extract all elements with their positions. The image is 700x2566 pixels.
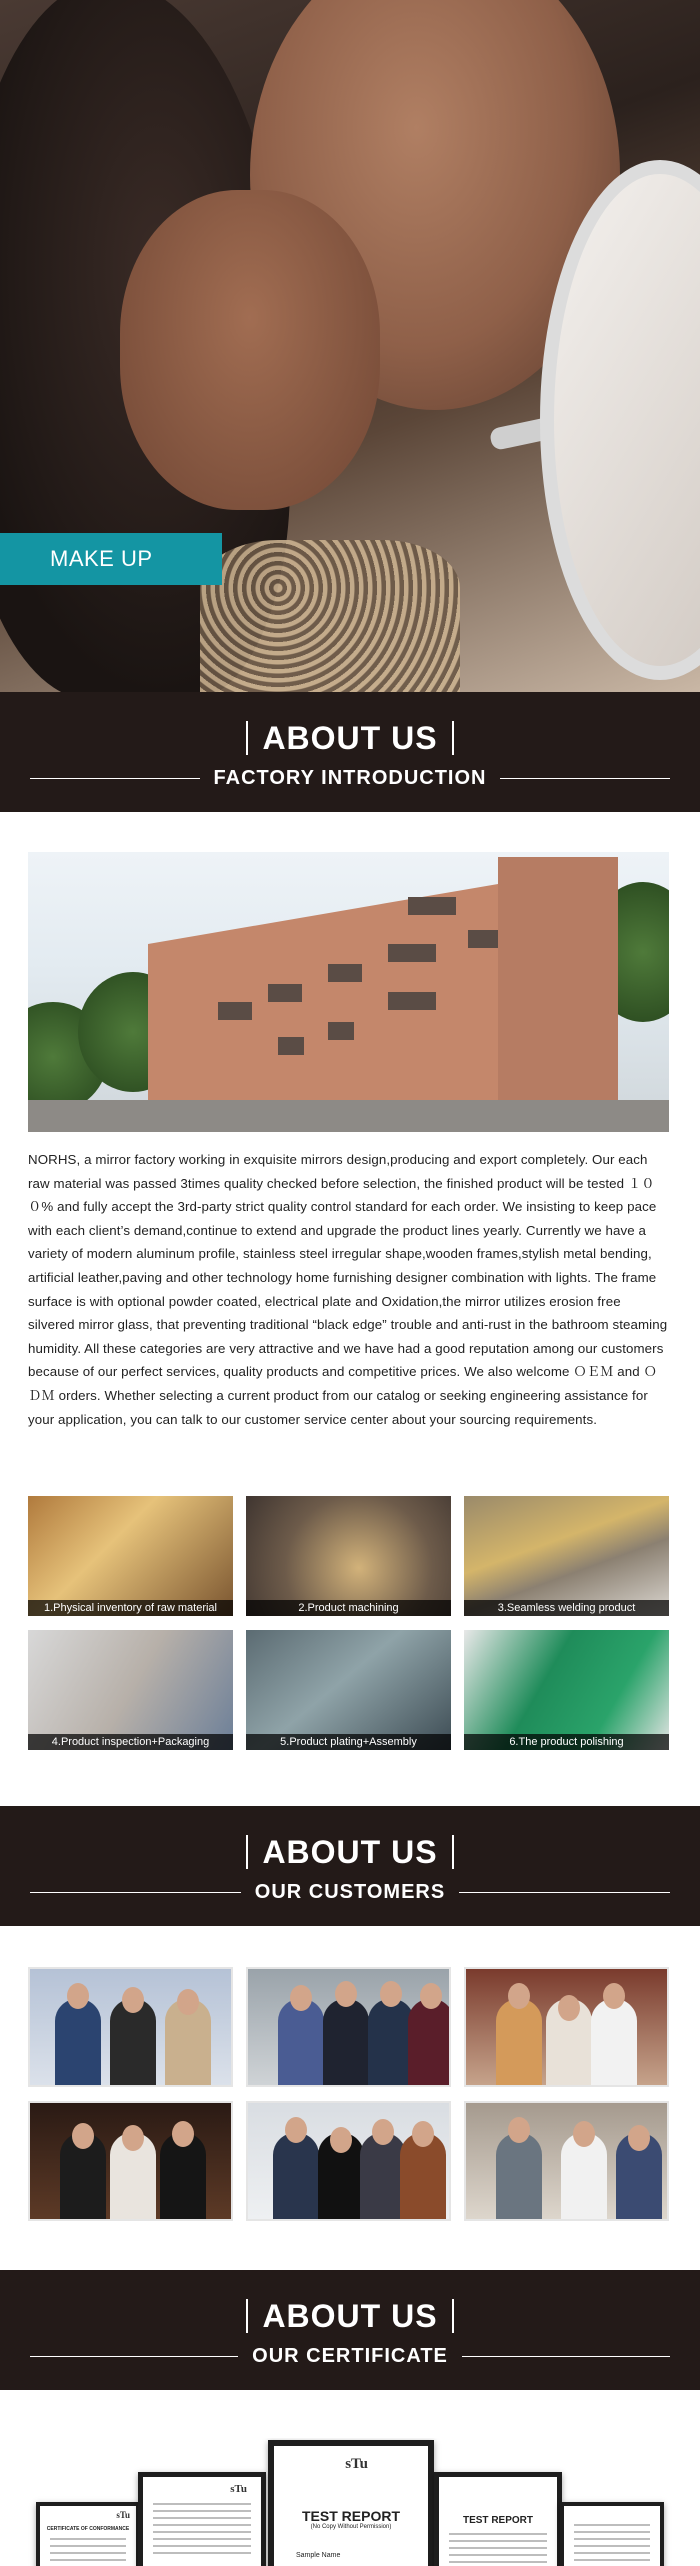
- process-caption: 4.Product inspection+Packaging: [28, 1734, 233, 1750]
- process-image: [464, 1496, 669, 1616]
- certificate-image: TEST REPORT: [434, 2472, 562, 2566]
- customer-gallery: [28, 1967, 669, 2221]
- section-subtitle: OUR CUSTOMERS: [254, 1880, 446, 1903]
- hero-hand-shape: [120, 190, 380, 510]
- customer-photo: [246, 1967, 451, 2087]
- process-image: [246, 1496, 451, 1616]
- customer-photo: [28, 2101, 233, 2221]
- customer-photo: [28, 1967, 233, 2087]
- certificate-image-main: sTu TEST REPORT (No Copy Without Permission) Sample Name: [268, 2440, 434, 2566]
- process-image: [28, 1496, 233, 1616]
- process-caption: 3.Seamless welding product: [464, 1600, 669, 1616]
- divider-line: [30, 2356, 238, 2357]
- process-image: [464, 1630, 669, 1750]
- section-header-factory: [0, 692, 700, 812]
- process-caption: 5.Product plating+Assembly: [246, 1734, 451, 1750]
- process-gallery: [28, 1496, 669, 1750]
- customer-photo: [464, 2101, 669, 2221]
- hero-sequin-top: [200, 540, 460, 692]
- divider-line: [30, 778, 200, 779]
- certificate-image: [560, 2502, 664, 2566]
- divider-line: [500, 778, 670, 779]
- hero-banner: [0, 0, 700, 692]
- process-image: [246, 1630, 451, 1750]
- section-header-customers: [0, 1806, 700, 1926]
- process-caption: 1.Physical inventory of raw material: [28, 1600, 233, 1616]
- divider-line: [30, 1892, 241, 1893]
- divider-line: [462, 2356, 670, 2357]
- customer-photo: [246, 2101, 451, 2221]
- certificate-image: sTu: [138, 2472, 266, 2566]
- section-header-certificate: [0, 2270, 700, 2390]
- factory-introduction-text: NORHS, a mirror factory working in exquisite mirrors design,producing and export completely. Our each raw material was passed 3times quality checked before selection, the finished product will be tested １００% and fully accept the 3rd-party strict quality control standard for each order. We insisting to keep pace with each client’s demand,continue to extend and upgrade the product lines yearly. Currently we have a variety of modern aluminum profile, stainless steel irregular shape,wooden frames,stylish metal bending, artificial leather,paving and other technology home furnishing designer combination with lights. The frame surface is with optional powder coated, electrical plate and Oxidation,the mirror utilizes erosion free silvered mirror glass, that preventing traditional “black edge” trouble and anti-rust in the bathroom steaming humidity. All these categories are very attractive and we have had a good reputation among our customers because of our perfect services, quality products and competitive prices. We also welcome ＯＥＭ and ＯＤＭ orders. Whether selecting a current product from our catalog or seeking engineering assistance for your application, you can talk to our customer service center about your sourcing requirements.: [28, 1152, 668, 1427]
- section-title: ABOUT US: [262, 720, 438, 756]
- process-caption: 6.The product polishing: [464, 1734, 669, 1750]
- section-title: ABOUT US: [262, 1834, 438, 1870]
- section-subtitle: OUR CERTIFICATE: [252, 2344, 448, 2367]
- factory-building-photo: [28, 852, 669, 1132]
- process-image: [28, 1630, 233, 1750]
- process-caption: 2.Product machining: [246, 1600, 451, 1616]
- divider-line: [459, 1892, 670, 1893]
- section-subtitle: FACTORY INTRODUCTION: [213, 766, 487, 789]
- certificate-image: sTu CERTIFICATE OF CONFORMANCE: [36, 2502, 140, 2566]
- customer-photo: [464, 1967, 669, 2087]
- section-title: ABOUT US: [262, 2298, 438, 2334]
- certificate-gallery: [0, 2438, 700, 2566]
- makeup-label: MAKE UP: [0, 533, 222, 585]
